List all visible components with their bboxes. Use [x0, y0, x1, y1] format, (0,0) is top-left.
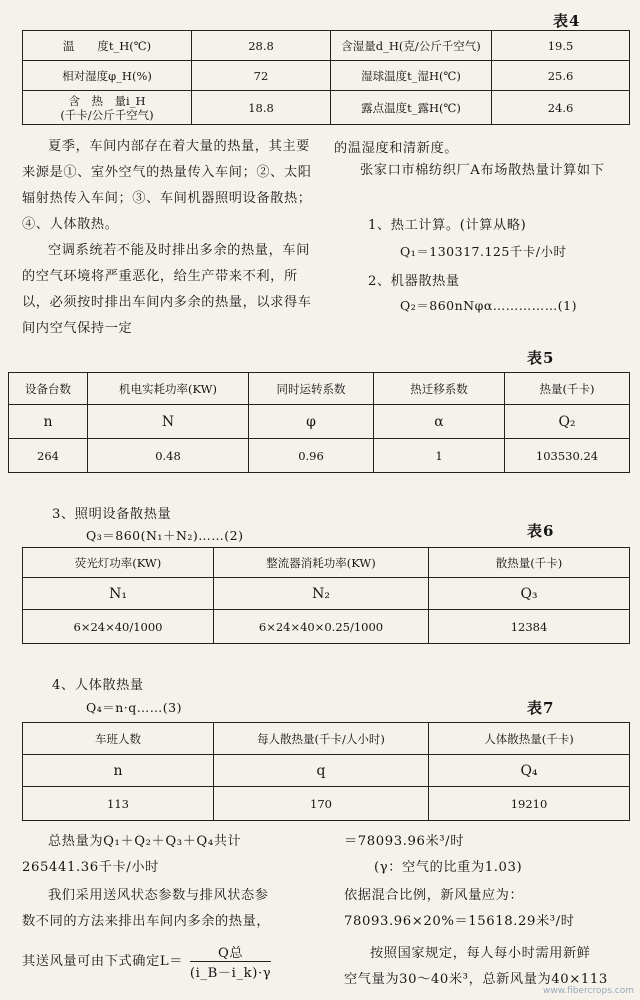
q1-formula: Q₁＝130317.125千卡/小时	[400, 244, 567, 259]
fresh-air-calc: 78093.96×20%＝15618.29米³/时	[344, 914, 575, 929]
table4-row	[23, 31, 630, 61]
table6-header: 整流器消耗功率(KW)	[214, 548, 429, 578]
table5-header-row	[9, 373, 630, 405]
table5-symbol: α	[374, 405, 505, 439]
air-volume-result: ＝78093.96米³/时	[344, 834, 465, 849]
air-supply-fraction	[190, 942, 271, 981]
table5-header: 设备台数	[9, 373, 88, 405]
left-paragraph-2: 空调系统若不能及时排出多余的热量，车间的空气环境将严重恶化，给生产带来不利，所以，必须按时排出车间内多余的热量，以求得车间内空气保持一定	[22, 243, 312, 336]
table4-cell: 湿球温度t_湿H(℃)	[331, 61, 492, 91]
regulation-line-1: 按照国家规定，每人每小时需用新鲜	[370, 946, 591, 961]
table5-title: 表5	[527, 349, 555, 367]
table5-header: 机电实耗功率(KW)	[88, 373, 249, 405]
table5-value: 0.48	[88, 439, 249, 473]
table5-symbol: Q₂	[505, 405, 630, 439]
table7-header: 车班人数	[23, 723, 214, 755]
table4-title: 表4	[553, 12, 581, 30]
table6-symbol: Q₃	[429, 578, 630, 610]
item-1-heading: 1、热工计算。(计算从略)	[368, 218, 527, 233]
table7-value: 19210	[429, 787, 630, 821]
table5-value-row	[9, 439, 630, 473]
table4-cell: 含湿量d_H(克/公斤千空气)	[331, 31, 492, 61]
table6-value-row	[23, 610, 630, 644]
table4-cell: 相对湿度φ_H(%)	[23, 61, 192, 91]
fresh-air-ratio-line: 依据混合比例，新风量应为：	[344, 888, 524, 903]
table4-cell: 含 热 量i_H (千卡/公斤千空气)	[23, 91, 192, 125]
table5-header: 热迁移系数	[374, 373, 505, 405]
table7-header: 人体散热量(千卡)	[429, 723, 630, 755]
item-2-heading: 2、机器散热量	[368, 274, 460, 289]
fraction-denominator: (i_B－i_k)·γ	[189, 966, 272, 981]
table5-header: 热量(千卡)	[505, 373, 630, 405]
table4-cell: 18.8	[192, 91, 331, 125]
regulation-line-2: 空气量为30～40米³，总新风量为40×113	[344, 972, 608, 987]
table5-value: 103530.24	[505, 439, 630, 473]
table6-header: 散热量(千卡)	[429, 548, 630, 578]
table4-cell: 25.6	[492, 61, 630, 91]
table5-value: 1	[374, 439, 505, 473]
air-density-note: (γ：空气的比重为1.03)	[374, 860, 523, 875]
table4-cell: 28.8	[192, 31, 331, 61]
table7-value-row	[23, 787, 630, 821]
table7-symbol-row	[23, 755, 630, 787]
table5-value: 264	[9, 439, 88, 473]
table6-value: 6×24×40×0.25/1000	[214, 610, 429, 644]
table4-row	[23, 61, 630, 91]
table6-header-row	[23, 548, 630, 578]
table7-value: 113	[23, 787, 214, 821]
fraction-numerator: Q总	[190, 942, 271, 962]
section4-formula: Q₄＝n·q……(3)	[86, 700, 182, 715]
q2-formula: Q₂＝860nNφα……………(1)	[400, 298, 578, 313]
table4-row	[23, 91, 630, 125]
table4-cell: 72	[192, 61, 331, 91]
table6-header: 荧光灯功率(KW)	[23, 548, 214, 578]
table7-header-row	[23, 723, 630, 755]
table7-title: 表7	[527, 699, 555, 717]
table7-symbol: n	[23, 755, 214, 787]
table6-symbol-row	[23, 578, 630, 610]
table4-cell: 19.5	[492, 31, 630, 61]
table6-value: 6×24×40/1000	[23, 610, 214, 644]
table6-title: 表6	[527, 522, 555, 540]
table7-value: 170	[214, 787, 429, 821]
total-heat-value: 265441.36千卡/小时	[22, 860, 159, 875]
air-supply-formula	[22, 942, 271, 981]
table6-value: 12384	[429, 610, 630, 644]
total-heat-line: 总热量为Q₁＋Q₂＋Q₃＋Q₄共计	[48, 834, 242, 849]
table4-cell: 露点温度t_露H(℃)	[331, 91, 492, 125]
table5-value: 0.96	[249, 439, 374, 473]
table6-symbol: N₂	[214, 578, 429, 610]
table5-symbol-row	[9, 405, 630, 439]
air-supply-formula-prefix: 其送风量可由下式确定L＝	[22, 954, 184, 969]
section3-formula: Q₃＝860(N₁＋N₂)……(2)	[86, 528, 244, 543]
table6	[22, 547, 630, 644]
section3-heading: 3、照明设备散热量	[52, 507, 172, 522]
method-line-1: 我们采用送风状态参数与排风状态参	[48, 888, 269, 903]
right-paragraph-1: 张家口市棉纺织厂A布场散热量计算如下	[360, 163, 605, 178]
table7-header: 每人散热量(千卡/人小时)	[214, 723, 429, 755]
table4-cell: 温 度t_H(℃)	[23, 31, 192, 61]
table7-symbol: q	[214, 755, 429, 787]
table6-symbol: N₁	[23, 578, 214, 610]
left-paragraph-1: 夏季，车间内部存在着大量的热量，其主要来源是①、室外空气的热量传入车间；②、太阳辐射热传入车间；③、车间机器照明设备散热；④、人体散热。	[22, 139, 312, 232]
table4-cell: 24.6	[492, 91, 630, 125]
table7	[22, 722, 630, 821]
section4-heading: 4、人体散热量	[52, 678, 144, 693]
table5	[8, 372, 630, 473]
table4	[22, 30, 630, 125]
watermark: www.fibercrops.com	[543, 986, 634, 996]
table5-symbol: n	[9, 405, 88, 439]
table5-header: 同时运转系数	[249, 373, 374, 405]
table5-symbol: φ	[249, 405, 374, 439]
table5-symbol: N	[88, 405, 249, 439]
right-continuation: 的温湿度和清新度。	[334, 141, 459, 156]
table7-symbol: Q₄	[429, 755, 630, 787]
method-line-2: 数不同的方法来排出车间内多余的热量，	[22, 914, 271, 929]
